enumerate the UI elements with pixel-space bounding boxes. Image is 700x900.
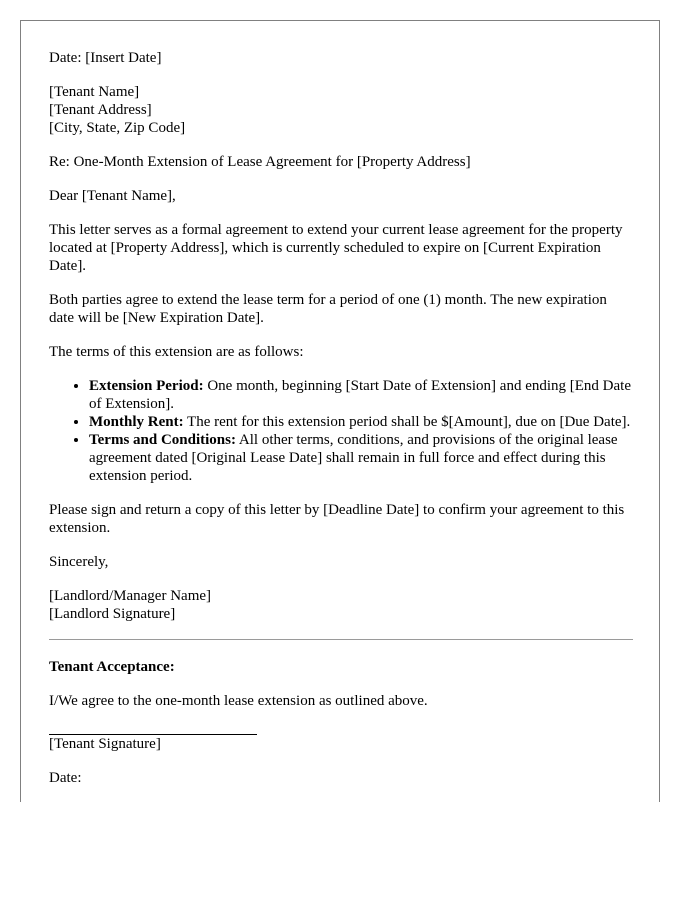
tenant-signature-label: [Tenant Signature] [49, 736, 161, 752]
valediction: Sincerely, [49, 554, 109, 570]
term-label: Extension Period: [89, 378, 204, 394]
extension-paragraph: Both parties agree to extend the lease term for a period of one (1) month. The new expiration date will be [New Expiration Date]. [49, 292, 607, 326]
term-text: One month, beginning [Start Date of Extension] and ending [End Date of Extension]. [89, 378, 631, 412]
landlord-signature-line: [Landlord Signature] [49, 606, 176, 622]
term-text: The rent for this extension period shall be $[Amount], due on [Due Date]. [183, 414, 631, 430]
salutation: Dear [Tenant Name], [49, 188, 176, 204]
intro-paragraph: This letter serves as a formal agreement to extend your current lease agreement for the property located at [Property Address], which is currently scheduled to expire on [Current Expiration Date]. [49, 222, 623, 274]
term-label: Monthly Rent: [89, 414, 184, 430]
terms-list [49, 377, 633, 485]
term-item-monthly-rent [89, 413, 633, 431]
terms-intro: The terms of this extension are as follows: [49, 344, 304, 360]
term-item-terms-conditions [89, 431, 633, 485]
closing-request: Please sign and return a copy of this letter by [Deadline Date] to confirm your agreement to this extension. [49, 502, 625, 536]
subject-line: Re: One-Month Extension of Lease Agreement for [Property Address] [49, 154, 471, 170]
landlord-signature-block [49, 587, 633, 623]
acceptance-date-label: Date: [49, 770, 82, 786]
acceptance-heading: Tenant Acceptance: [49, 659, 175, 675]
document-page [20, 20, 660, 802]
tenant-address-line: [Tenant Address] [49, 102, 152, 118]
section-divider [49, 639, 633, 640]
date-line: Date: [Insert Date] [49, 50, 162, 66]
term-text: All other terms, conditions, and provisions of the original lease agreement dated [Original Lease Date] shall remain in full force and effect during this extension period. [89, 432, 618, 484]
tenant-address-block [49, 83, 633, 137]
tenant-city-line: [City, State, Zip Code] [49, 120, 186, 136]
term-label: Terms and Conditions: [89, 432, 236, 448]
tenant-name-line: [Tenant Name] [49, 84, 140, 100]
acceptance-statement: I/We agree to the one-month lease extension as outlined above. [49, 693, 428, 709]
term-item-extension-period [89, 377, 633, 413]
letter-body [49, 49, 633, 802]
landlord-name-line: [Landlord/Manager Name] [49, 588, 212, 604]
